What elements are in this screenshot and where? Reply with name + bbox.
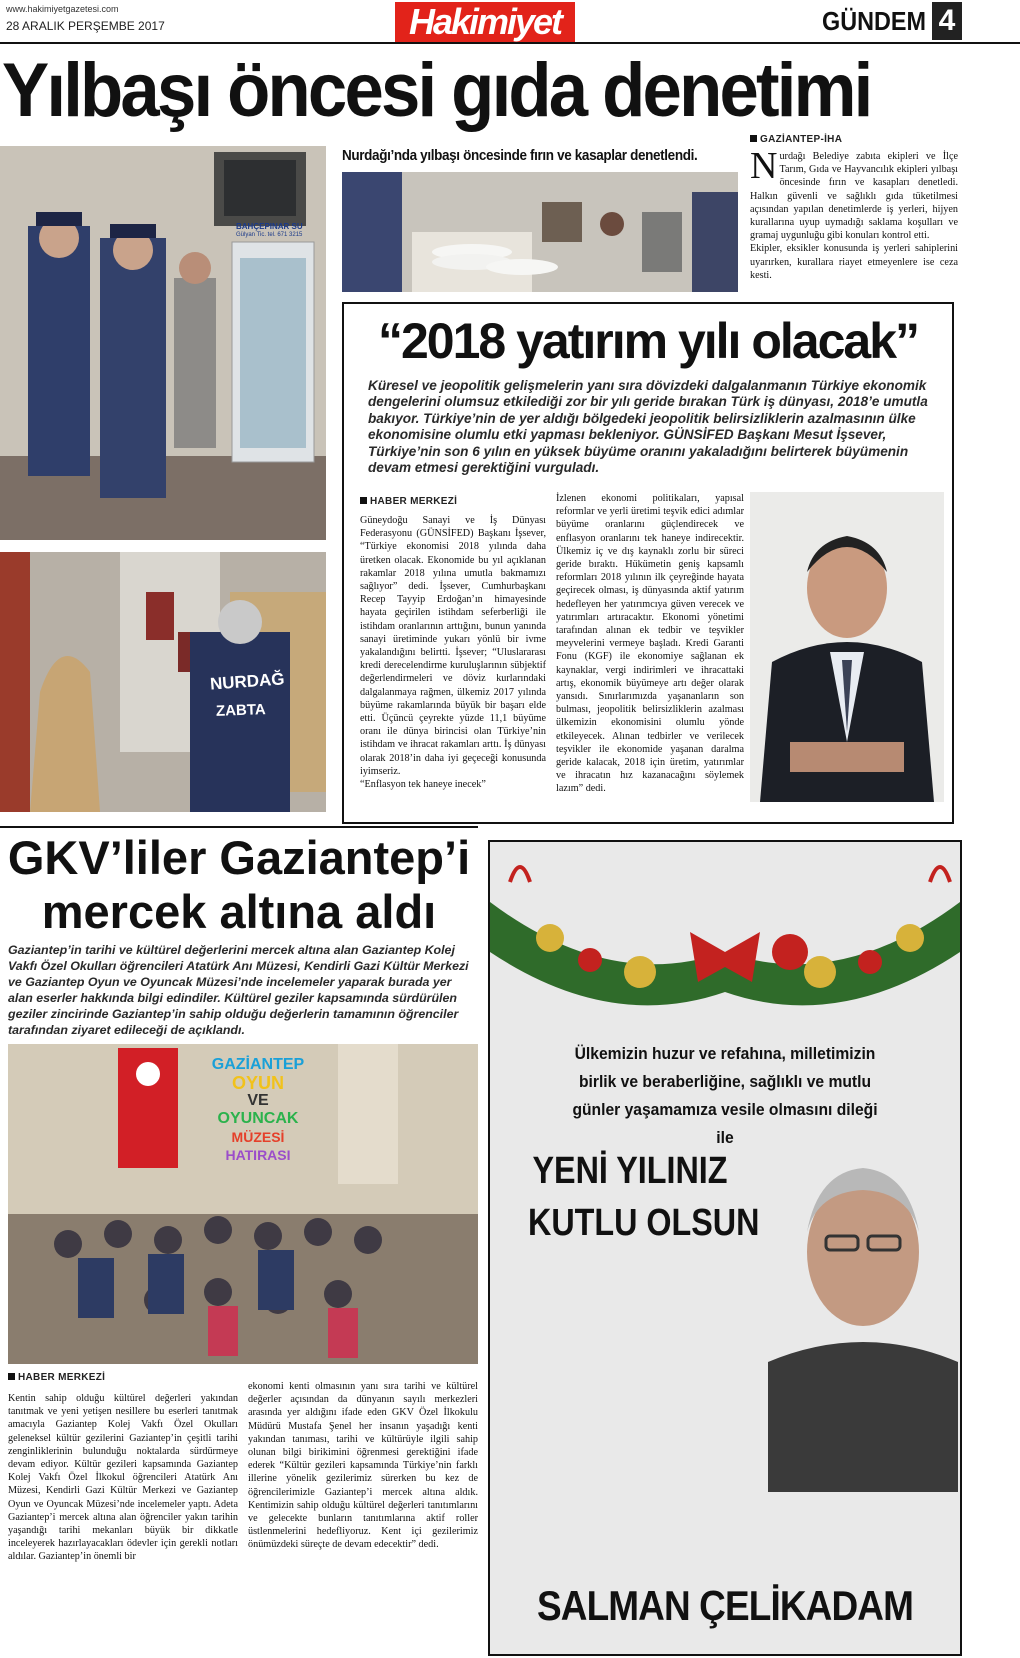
ad-message: Ülkemizin huzur ve refahına, milletimizin birlik ve beraberliğine, sağlıklı ve mutlu günler yaşamamıza vesile olmasını dileği ile <box>572 1044 878 1147</box>
story2-col1-text: Güneydoğu Sanayi ve İş Dünyası Federasyonu (GÜNSİFED) Başkanı İşsever, “Türkiye ekonomisi 2018 yılında daha üretken olacak. Ekonomide bu yıl açıklanan rakamlar 2018 yılına umutla bakmamızı sağlıyor” dedi. İşsever, Cumhurbaşkanı Recep Tayyip Erdoğan’ın himayesinde hayata geçirilen istihdam seferberliği ile istihdam oranlarının arttığını, bunun yanında sanayi üretiminde yukarı yönlü bir ivme yakalandığını belirtti. İşsever; “Uluslararası kredi derecelendirme kuruluşlarının sübjektif değerlendirmeleri ve döviz kurlarındaki dalgalanmaya rağmen, ülkemiz 2017 yılında büyüme rakamlarında büyük bir başarı elde etti. Üçüncü çeyrekte yüzde 11,1 büyüme oranı ile dünya birincisi olan Türkiye’nin istihdam ve ihracat rakamları arttı. İş dünyası olarak 2018’in daha iyi geçeceği konusunda iyimseriz. <box>360 515 546 777</box>
story3-headline-line2: mercek altına aldı <box>41 885 437 938</box>
story3-col1-text: Kentin sahip olduğu kültürel değerleri yakından tanıtmak ve yeni yetişen nesillere bu eserleri tanıtmak amacıyla Gaziantep Kolej Vakfı Özel Okulları geleneksel kültür gezilerini Gaziantep’in çeşitli tarihi zenginliklerinin bulunduğu noktalarda sürdürmeye devam ediyor. Kültür gezileri kapsamında Gaziantep Kolej Vakfı Özel İlkokul öğrencileri Atatürk Anı Müzesi, Kendirli Gazi Kültür Merkezi ve Gaziantep Oyun ve Oyuncak Müzesi’nde incelemeler yaptı. Adeta Gaziantep’i mercek altına alan öğrenciler yakın tarihin yaşandığı tarihi mekanları büyük bir dikkatle inceleyerek hazırlayacakları ödevler için gerekli notları aldılar. Gaziantep’in önemli bir <box>8 1393 238 1563</box>
water-sign: BAHÇEPINAR SU <box>236 222 303 231</box>
new-year-ad <box>488 840 962 1656</box>
dropcap: N <box>750 145 778 187</box>
story1-headline: Yılbaşı öncesi gıda denetimi <box>2 48 871 133</box>
story2-column-2 <box>556 492 744 796</box>
story1-photo-inspection <box>0 146 326 540</box>
vest-text-bottom: ZABTA <box>215 701 267 720</box>
story1-body <box>750 145 958 282</box>
mayor-portrait-graphic <box>768 1132 958 1492</box>
story2-subhead: “Enflasyon tek haneye inecek” <box>360 779 486 791</box>
story1-caption: Nurdağı’nda yılbaşı öncesinde fırın ve kasaplar denetlendi. <box>342 147 698 164</box>
story2-portrait <box>750 492 944 802</box>
bakery-scene-graphic <box>342 172 738 292</box>
inspection-scene-graphic <box>0 146 326 540</box>
page-number: 4 <box>932 2 962 40</box>
museum-sign-line-5: MÜZESİ <box>231 1129 285 1145</box>
story2-col2-text: İzlenen ekonomi politikaları, yapısal reformlar ve yerli üretimi teşvik edici adımlar büyüme oranlarını güçlendirecek ve enflasyon oranlarını tek haneye indirecektir. Ülkemiz iç ve dış kaynaklı zorlu bir süreci geride bıraktı. Hükümetin geniş kapsamlı reformları 2018 yılının ilk çeyreğinde hayata geçirecek olması, iş dünyasında aktif yatırım hedefleyen her yatırımcıya güven verecek ve yatırımları artıracaktır. Ekonomi yönetimi tarafından alınan ek tedbir ve teşvikler meyvelerini vermeye başladı. Kredi Garanti Fonu (KGF) ile ekonomiye sağlanan ek kaynaklar, vergi indirimleri ve ihracattaki artış, ekonomik büyümeye artı değer olarak yansıdı. Sınırlarımızda yaşananların son bulması, jeopolitik belirsizliklerin azalması ülkemizin ekonomisini olumlu yönde etkileyecek. Alınan tedbirler ve verilecek teşvikler ile ekonomide yaşanan daralma geride kalacak, 2018 için üretim, yatırımlar ve ihracatın hız kazanacağını söylemek lazım” dedi. <box>556 493 744 795</box>
section-label: GÜNDEM <box>822 6 927 36</box>
story3-column-2 <box>248 1380 478 1552</box>
museum-sign-line-3: VE <box>247 1092 269 1109</box>
businessman-portrait-graphic <box>750 492 944 802</box>
story2-source: HABER MERKEZİ <box>360 496 457 507</box>
site-url: www.hakimiyetgazetesi.com <box>6 4 119 14</box>
story3-photo-museum <box>8 1044 478 1364</box>
vest-text-top: NURDAĞ <box>209 669 286 694</box>
christmas-garland-graphic <box>490 842 960 1022</box>
story3-top-rule <box>0 826 478 828</box>
water-sign-sub: Gülyan Tic. tel. 671 3215 <box>236 232 303 238</box>
story1-paragraph-2: Ekipler, eksikler konusunda iş yerleri sahiplerini uyarırken, kurallara riayet etmeyenlere ise ceza kesti. <box>750 243 958 281</box>
story1-photo-bakery <box>342 172 738 292</box>
newspaper-logo: Hakimiyet <box>395 2 575 42</box>
ad-greeting-line2: KUTLU OLSUN <box>528 1202 760 1244</box>
story1-source: GAZİANTEP-İHA <box>750 134 842 145</box>
ad-name: SALMAN ÇELİKADAM <box>536 1582 914 1629</box>
story3-source: HABER MERKEZİ <box>8 1372 105 1383</box>
ad-greeting-line1: YENİ YILINIZ <box>532 1150 728 1192</box>
museum-sign-line-2: OYUN <box>231 1073 284 1093</box>
story2-lead: Küresel ve jeopolitik gelişmelerin yanı sıra dövizdeki dalgalanmanın Türkiye ekonomik dengelerini olumsuz etkilediği zor bir yılı geride bırakan Türk iş dünyası, 2018’e umutla bakıyor. Türkiye’nin de yer aldığı bölgedeki jeopolitik belirsizliklerin azalmasının ülke ekonomisine olumlu etki yapması bekleniyor. GÜNSİFED Başkanı Mesut İşsever, Türkiye’nin son 6 yılın en yüksek büyüme oranını yakaladığını belirterek büyümenin devam etmesi gerektiğini vurguladı. <box>368 378 928 476</box>
header-rule <box>0 42 1020 44</box>
issue-date: 28 ARALIK PERŞEMBE 2017 <box>6 19 165 33</box>
story2-column-1 <box>360 514 546 791</box>
museum-sign-line-6: HATIRASI <box>225 1147 291 1163</box>
story3-column-1 <box>8 1392 238 1564</box>
story3-col2-text: ekonomi kenti olmasının yanı sıra tarihi ve kültürel değerler açısından da dünyanın sayılı merkezleri arasında yer aldığını ifade eden GKV Özel İlkokulu Müdürü Mustafa Şenel her insanın yaşadığı kenti yakından tanıması, tarihi ve kültürüyle ilgili sahip olunan bilgi birikimini öğrenmesi gerektiğini ifade ederek “Kültür gezileri kapsamında Türkiye’nin farklı illerine yönelik gezilerimiz sürerken bu kez de öğrencilerimizle Gaziantep’i mercek altına aldık. Kentimizin sahip olduğu kültürel değerleri tanıtımlarını ve gelecekte bunların tanıtımlarına aktif roller üstlenmelerini hedefliyoruz. Kent içi gezilerimiz önümüzdeki süreçte de devam edecektir” dedi. <box>248 1381 478 1551</box>
museum-sign-line-4: OYUNCAK <box>217 1110 299 1127</box>
story2-headline: “2018 yatırım yılı olacak” <box>377 313 919 369</box>
story1-photo-butcher <box>0 552 326 812</box>
story3-lead: Gaziantep’in tarihi ve kültürel değerlerini mercek altına alan Gaziantep Kolej Vakfı Özel Okulları öğrencileri Atatürk Anı Müzesi, Kendirli Gazi Kültür Merkezi ve Gaziantep Oyun ve Oyuncak Müzesi’nde incelemeler yaparak burada yer alan eserler hakkında bilgi edindiler. Kültürel geziler kapsamında sürdürülen geziler zincirinde Gaziantep’in sahip olduğu değerlerin tamamının öğrenciler tarafından ziyaret edileceği de açıklandı. <box>8 943 469 1037</box>
story3-headline-line1: GKV’liler Gaziantep’i <box>7 831 471 884</box>
story1-paragraph-1: urdağı Belediye zabıta ekipleri ve İlçe Tarım, Gıda ve Hayvancılık ekipleri yılbaşı öncesinde fırın ve kasapları denetledi. Halkın güvenli ve sağlıklı gıda tüketilmesi açısından yapılan denetimlerde iş yerleri, hijyen kurallarına uyup uymadığı saklama koşulları ve gramaj uygunluğu gibi konuları kontrol etti. <box>750 151 958 242</box>
museum-sign-line-1: GAZİANTEP <box>211 1056 305 1073</box>
museum-sign <box>198 1056 318 1164</box>
